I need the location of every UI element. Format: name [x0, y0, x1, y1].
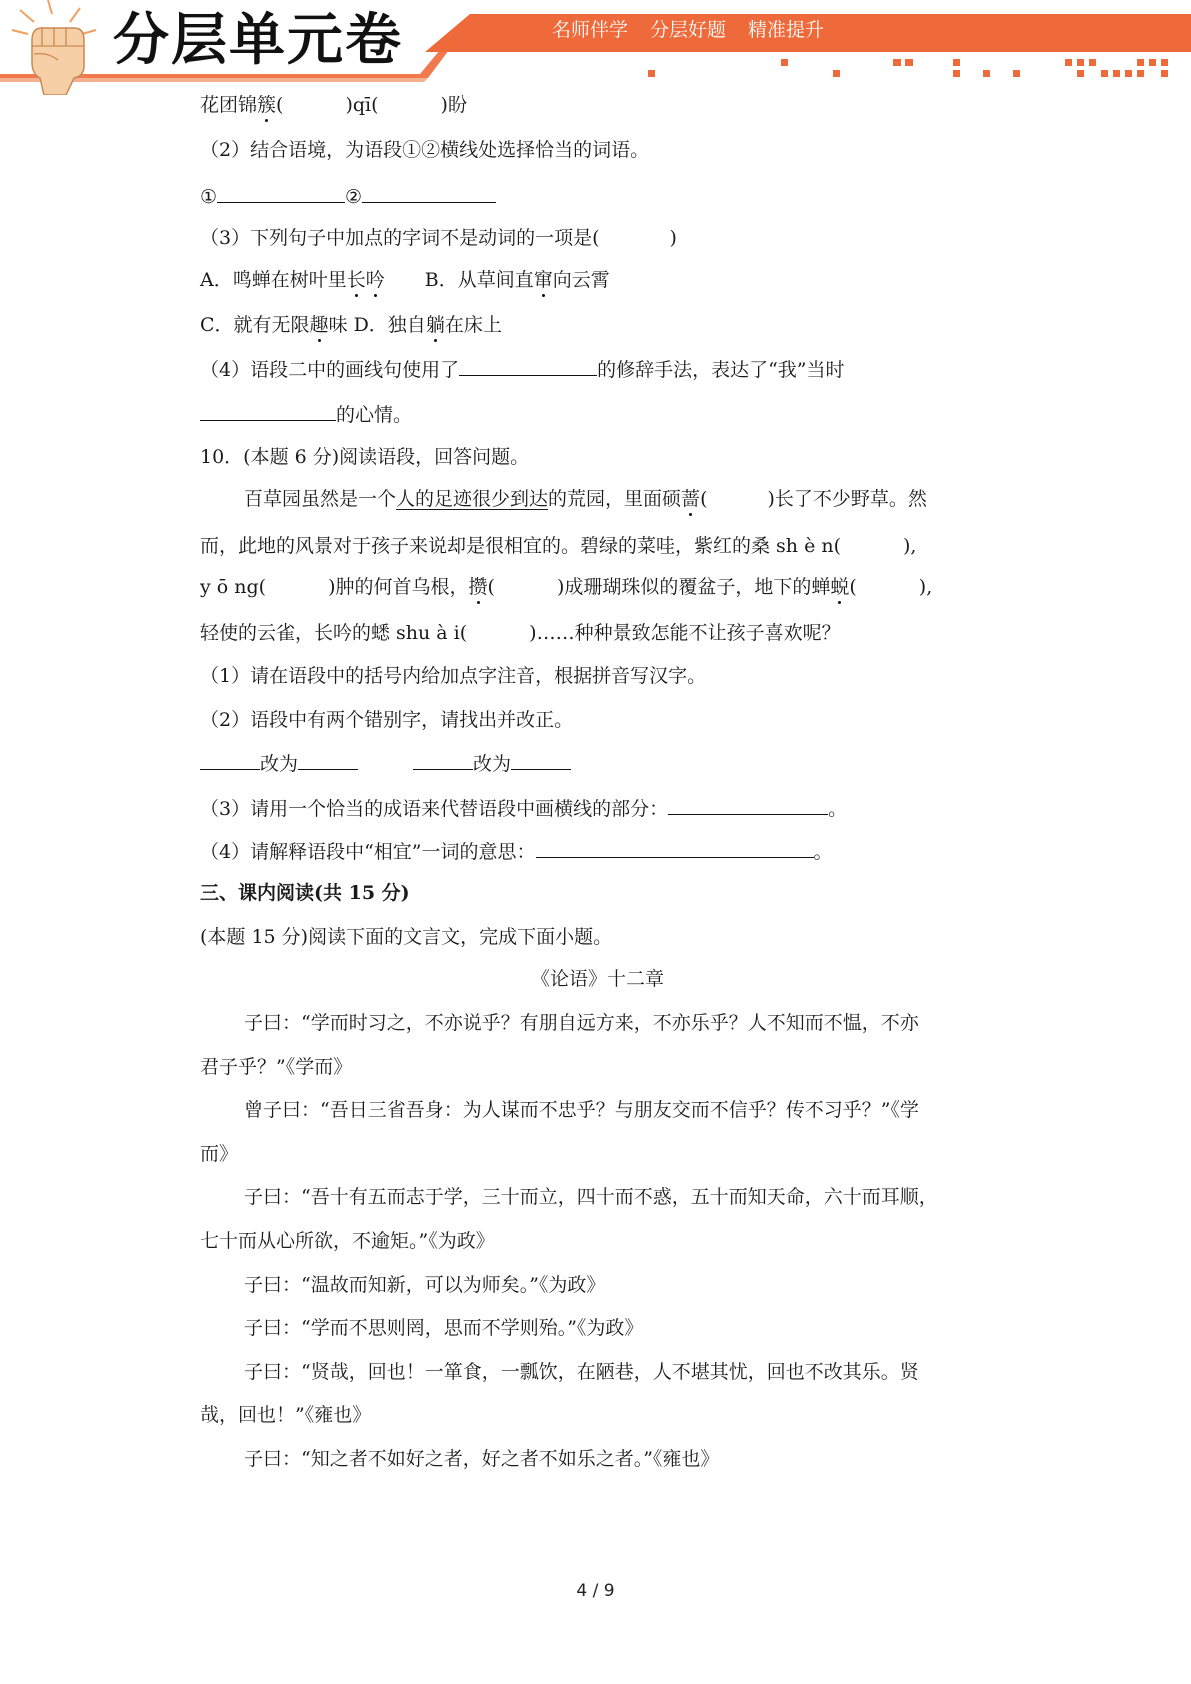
- q10-3: （3）请用一个恰当的成语来代替语段中画横线的部分： 。: [200, 792, 847, 822]
- analects-4: 子曰：“温故而知新，可以为师矣。”《为政》: [244, 1274, 606, 1296]
- q10-passage-line-1: 百草园虽然是一个人的足迹很少到达的荒园，里面硕蔷( )长了不少野草。然: [244, 484, 927, 514]
- analects-7: 子曰：“知之者不如好之者，好之者不如乐之者。”《雍也》: [244, 1448, 720, 1470]
- q10-passage-line-2: 而，此地的风景对于孩子来说却是很相宜的。碧绿的菜哇，紫红的桑 sh è n( ),: [200, 535, 917, 557]
- fist-icon: [8, 0, 104, 95]
- answer-blank-correct-1[interactable]: [298, 747, 358, 770]
- underlined-phrase: 人的足迹很少到达: [396, 488, 549, 510]
- q9-4-cont: 的心情。: [200, 398, 412, 428]
- dotted-char: 簇: [257, 90, 276, 120]
- slogan-1: 名师伴学: [552, 19, 629, 41]
- q9-3-options-cd: C．就有无限趣味 D．独自躺在床上: [200, 310, 502, 340]
- q9-2-answer: ① ②: [200, 180, 496, 210]
- analects-2-line-2: 而》: [200, 1143, 239, 1165]
- q10-4: （4）请解释语段中“相宜”一词的意思： 。: [200, 835, 833, 865]
- q9-1-tail: 花团锦簇( )qī( )盼: [200, 90, 467, 120]
- section-3-intro: (本题 15 分)阅读下面的文言文，完成下面小题。: [200, 926, 613, 948]
- page-number: 4 / 9: [576, 1581, 615, 1601]
- analects-2-line-1: 曾子曰：“吾日三省吾身：为人谋而不忠乎？与朋友交而不信乎？传不习乎？”《学: [244, 1099, 919, 1121]
- q9-2: （2）结合语境，为语段①②横线处选择恰当的词语。: [200, 139, 650, 161]
- analects-1-line-2: 君子乎？”《学而》: [200, 1056, 353, 1078]
- q10-2-answer: 改为 改为: [200, 747, 571, 777]
- answer-blank-mood[interactable]: [200, 398, 336, 421]
- answer-blank-idiom[interactable]: [668, 792, 828, 815]
- analects-1-line-1: 子曰：“学而时习之，不亦说乎？有朋自远方来，不亦乐乎？人不知而不愠，不亦: [244, 1012, 919, 1034]
- answer-blank-2[interactable]: [362, 180, 496, 203]
- q10-passage-line-3: y ō ng( )肿的何首乌根，攒( )成珊瑚珠似的覆盆子，地下的蝉蜕( ),: [200, 572, 932, 602]
- analects-5: 子曰：“学而不思则罔，思而不学则殆。”《为政》: [244, 1317, 644, 1339]
- answer-blank-correct-2[interactable]: [511, 747, 571, 770]
- brand-title: 分层单元卷: [113, 8, 403, 73]
- q10-2: （2）语段中有两个错别字，请找出并改正。: [200, 709, 574, 731]
- q9-4: （4）语段二中的画线句使用了 的修辞手法，表达了“我”当时: [200, 353, 845, 383]
- text-title: 《论语》十二章: [530, 968, 664, 990]
- page-header: [0, 0, 1191, 95]
- q10-passage-line-4: 轻使的云雀，长吟的蟋 shu à i( )……种种景致怎能不让孩子喜欢呢？: [200, 622, 841, 644]
- q10-title: 10．(本题 6 分)阅读语段，回答问题。: [200, 446, 530, 468]
- answer-blank-meaning[interactable]: [536, 835, 814, 858]
- slogan-3: 精准提升: [748, 19, 825, 41]
- answer-blank-rhetoric[interactable]: [459, 353, 597, 376]
- analects-3-line-2: 七十而从心所欲，不逾矩。”《为政》: [200, 1230, 495, 1252]
- section-3-title: 三、课内阅读(共 15 分): [200, 882, 410, 904]
- analects-6-line-1: 子曰：“贤哉，回也！一箪食，一瓢饮，在陋巷，人不堪其忧，回也不改其乐。贤: [244, 1361, 919, 1383]
- q9-3: （3）下列句子中加点的字词不是动词的一项是( ): [200, 227, 677, 249]
- answer-blank-1[interactable]: [217, 180, 345, 203]
- answer-blank-wrong-1[interactable]: [200, 747, 260, 770]
- slogan-2: 分层好题: [650, 19, 727, 41]
- q9-3-options-ab: A．鸣蝉在树叶里长吟 B．从草间直窜向云霄: [200, 265, 610, 295]
- q10-1: （1）请在语段中的括号内给加点字注音，根据拼音写汉字。: [200, 665, 707, 687]
- header-decor-squares: [648, 59, 1168, 77]
- analects-3-line-1: 子曰：“吾十有五而志于学，三十而立，四十而不惑，五十而知天命，六十而耳顺，: [244, 1186, 938, 1208]
- header-slogans: [552, 15, 824, 45]
- answer-blank-wrong-2[interactable]: [413, 747, 473, 770]
- analects-6-line-2: 哉，回也！”《雍也》: [200, 1404, 372, 1426]
